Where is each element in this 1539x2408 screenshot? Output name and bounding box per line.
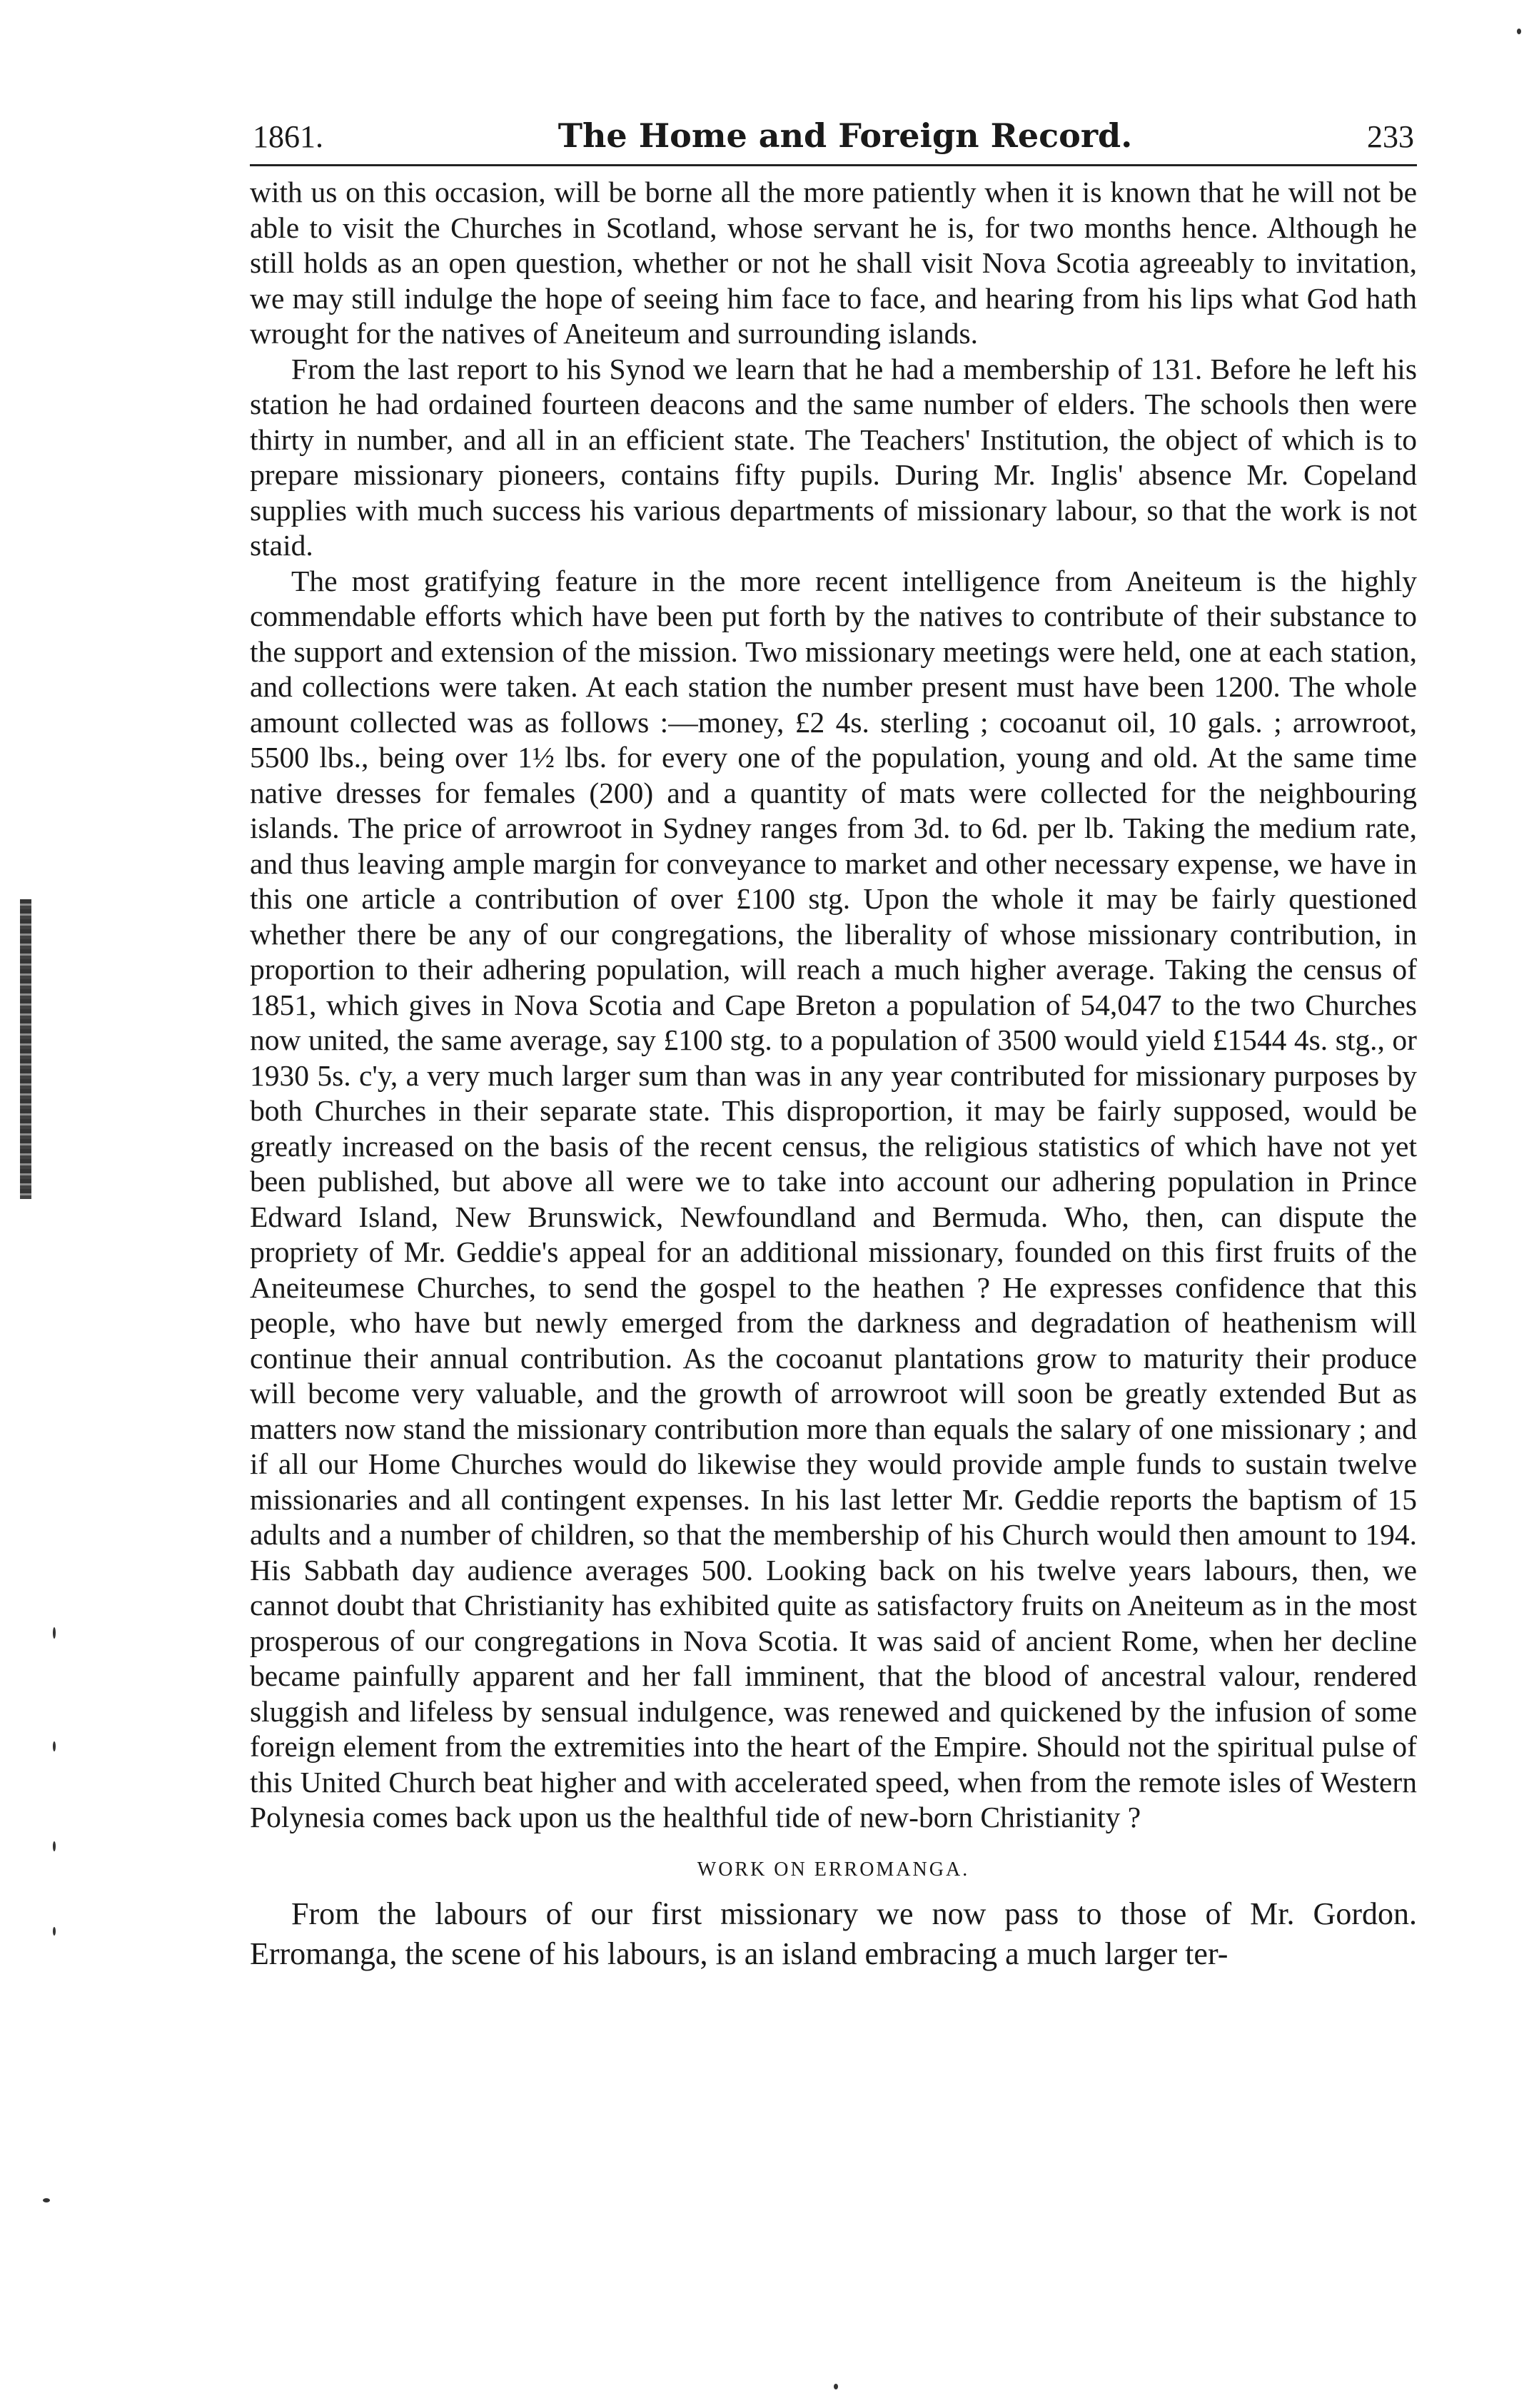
header-year: 1861. bbox=[253, 119, 323, 154]
paragraph-continuation: with us on this occasion, will be borne all the more patiently when it is known that he will not be able to visit the Churches in Scotland, whose servant he is, for two months hence. Although he still holds as an open question, whether or not he shall visit Nova Scotia agreeably to invitation, we may still indulge the hope of seeing him face to face, and hearing from his lips what God hath wrought for the natives of Aneiteum and surrounding islands. bbox=[250, 176, 1417, 350]
page-number: 233 bbox=[1366, 119, 1414, 154]
print-speck bbox=[43, 2198, 50, 2202]
section-heading: WORK ON ERROMANGA. bbox=[697, 1858, 970, 1881]
article-body bbox=[250, 175, 1417, 1836]
print-speck bbox=[53, 1627, 56, 1639]
print-speck bbox=[53, 1927, 56, 1936]
paragraph-erromanga: From the labours of our first missionary we now pass to those of Mr. Gordon. Erromanga, the scene of his labours, is an island embracing a much larger ter- bbox=[250, 1896, 1417, 1971]
print-speck bbox=[53, 1741, 56, 1751]
running-header bbox=[250, 114, 1417, 166]
print-speck bbox=[53, 1841, 56, 1851]
print-speck bbox=[1517, 29, 1521, 34]
paragraph-contributions: The most gratifying feature in the more recent intelligence from Aneiteum is the highly commendable efforts which have been put forth by the natives to contribute of their substance to the support and extension of the mission. Two missionary meetings were held, one at each station, and collections were taken. At each station the number present must have been 1200. The whole amount collected was as follows :—money, £2 4s. sterling ; cocoanut oil, 10 gals. ; arrowroot, 5500 lbs., being over 1½ lbs. for every one of the population, young and old. At the same time native dresses for females (200) and a quantity of mats were collected for the neighbouring islands. The price of arrowroot in Sydney ranges from 3d. to 6d. per lb. Taking the medium rate, and thus leaving ample margin for conveyance to market and other necessary expense, we have in this one article a contribution of over £100 stg. Upon the whole it may be fairly questioned whether there be any of our congregations, the liberality of whose missionary contribution, in proportion to their adhering population, will reach a much higher average. Taking the census of 1851, which gives in Nova Scotia and Cape Breton a population of 54,047 to the two Churches now united, the same average, say £100 stg. to a population of 3500 would yield £1544 4s. stg., or 1930 5s. c'y, a very much larger sum than was in any year contributed for missionary purposes by both Churches in their separate state. This disproportion, it may be fairly supposed, would be greatly increased on the basis of the recent census, the religious statistics of which have not yet been published, but above all were we to take into account our adhering population in Prince Edward Island, New Brunswick, Newfoundland and Bermuda. Who, then, can dispute the propriety of Mr. Geddie's appeal for an additional missionary, founded on this first fruits of the Aneiteumese Churches, to send the gospel to the heathen ? He expresses confidence that this people, who have but newly emerged from the darkness and degradation of heathenism will continue their annual contribution. As the cocoanut plantations grow to maturity their produce will become very valuable, and the growth of arrowroot will soon be greatly extended But as matters now stand the missionary contribution more than equals the salary of one missionary ; and if all our Home Churches would do likewise they would provide ample funds to sustain twelve missionaries and all contingent expenses. In his last letter Mr. Geddie reports the baptism of 15 adults and a number of children, so that the membership of his Church would then amount to 194. His Sabbath day audience averages 500. Looking back on his twelve years labours, then, we cannot doubt that Christianity has exhibited quite as satisfactory fruits on Aneiteum as in the most prosperous of our congregations in Nova Scotia. It was said of ancient Rome, when her decline became painfully apparent and her fall imminent, that the blood of ancestral valour, rendered sluggish and lifeless by sensual indulgence, was renewed and quickened by the infusion of some foreign element from the extremities into the heart of the Empire. Should not the spiritual pulse of this United Church beat higher and with accelerated speed, when from the remote isles of Western Polynesia comes back upon us the healthful tide of new-born Christianity ? bbox=[250, 564, 1417, 1833]
journal-page bbox=[250, 114, 1417, 1974]
print-speck bbox=[834, 2384, 838, 2389]
paragraph-synod-report: From the last report to his Synod we learn that he had a membership of 131. Before he left his station he had ordained fourteen deacons and the same number of elders. The schools then were thirty in number, and all in an efficient state. The Teachers' Institution, the object of which is to prepare missionary pioneers, contains fifty pupils. During Mr. Inglis' absence Mr. Copeland supplies with much success his various departments of missionary labour, so that the work is not staid. bbox=[250, 352, 1417, 562]
margin-binding-mark bbox=[20, 899, 31, 1199]
header-title: The Home and Foreign Record. bbox=[557, 116, 1133, 155]
